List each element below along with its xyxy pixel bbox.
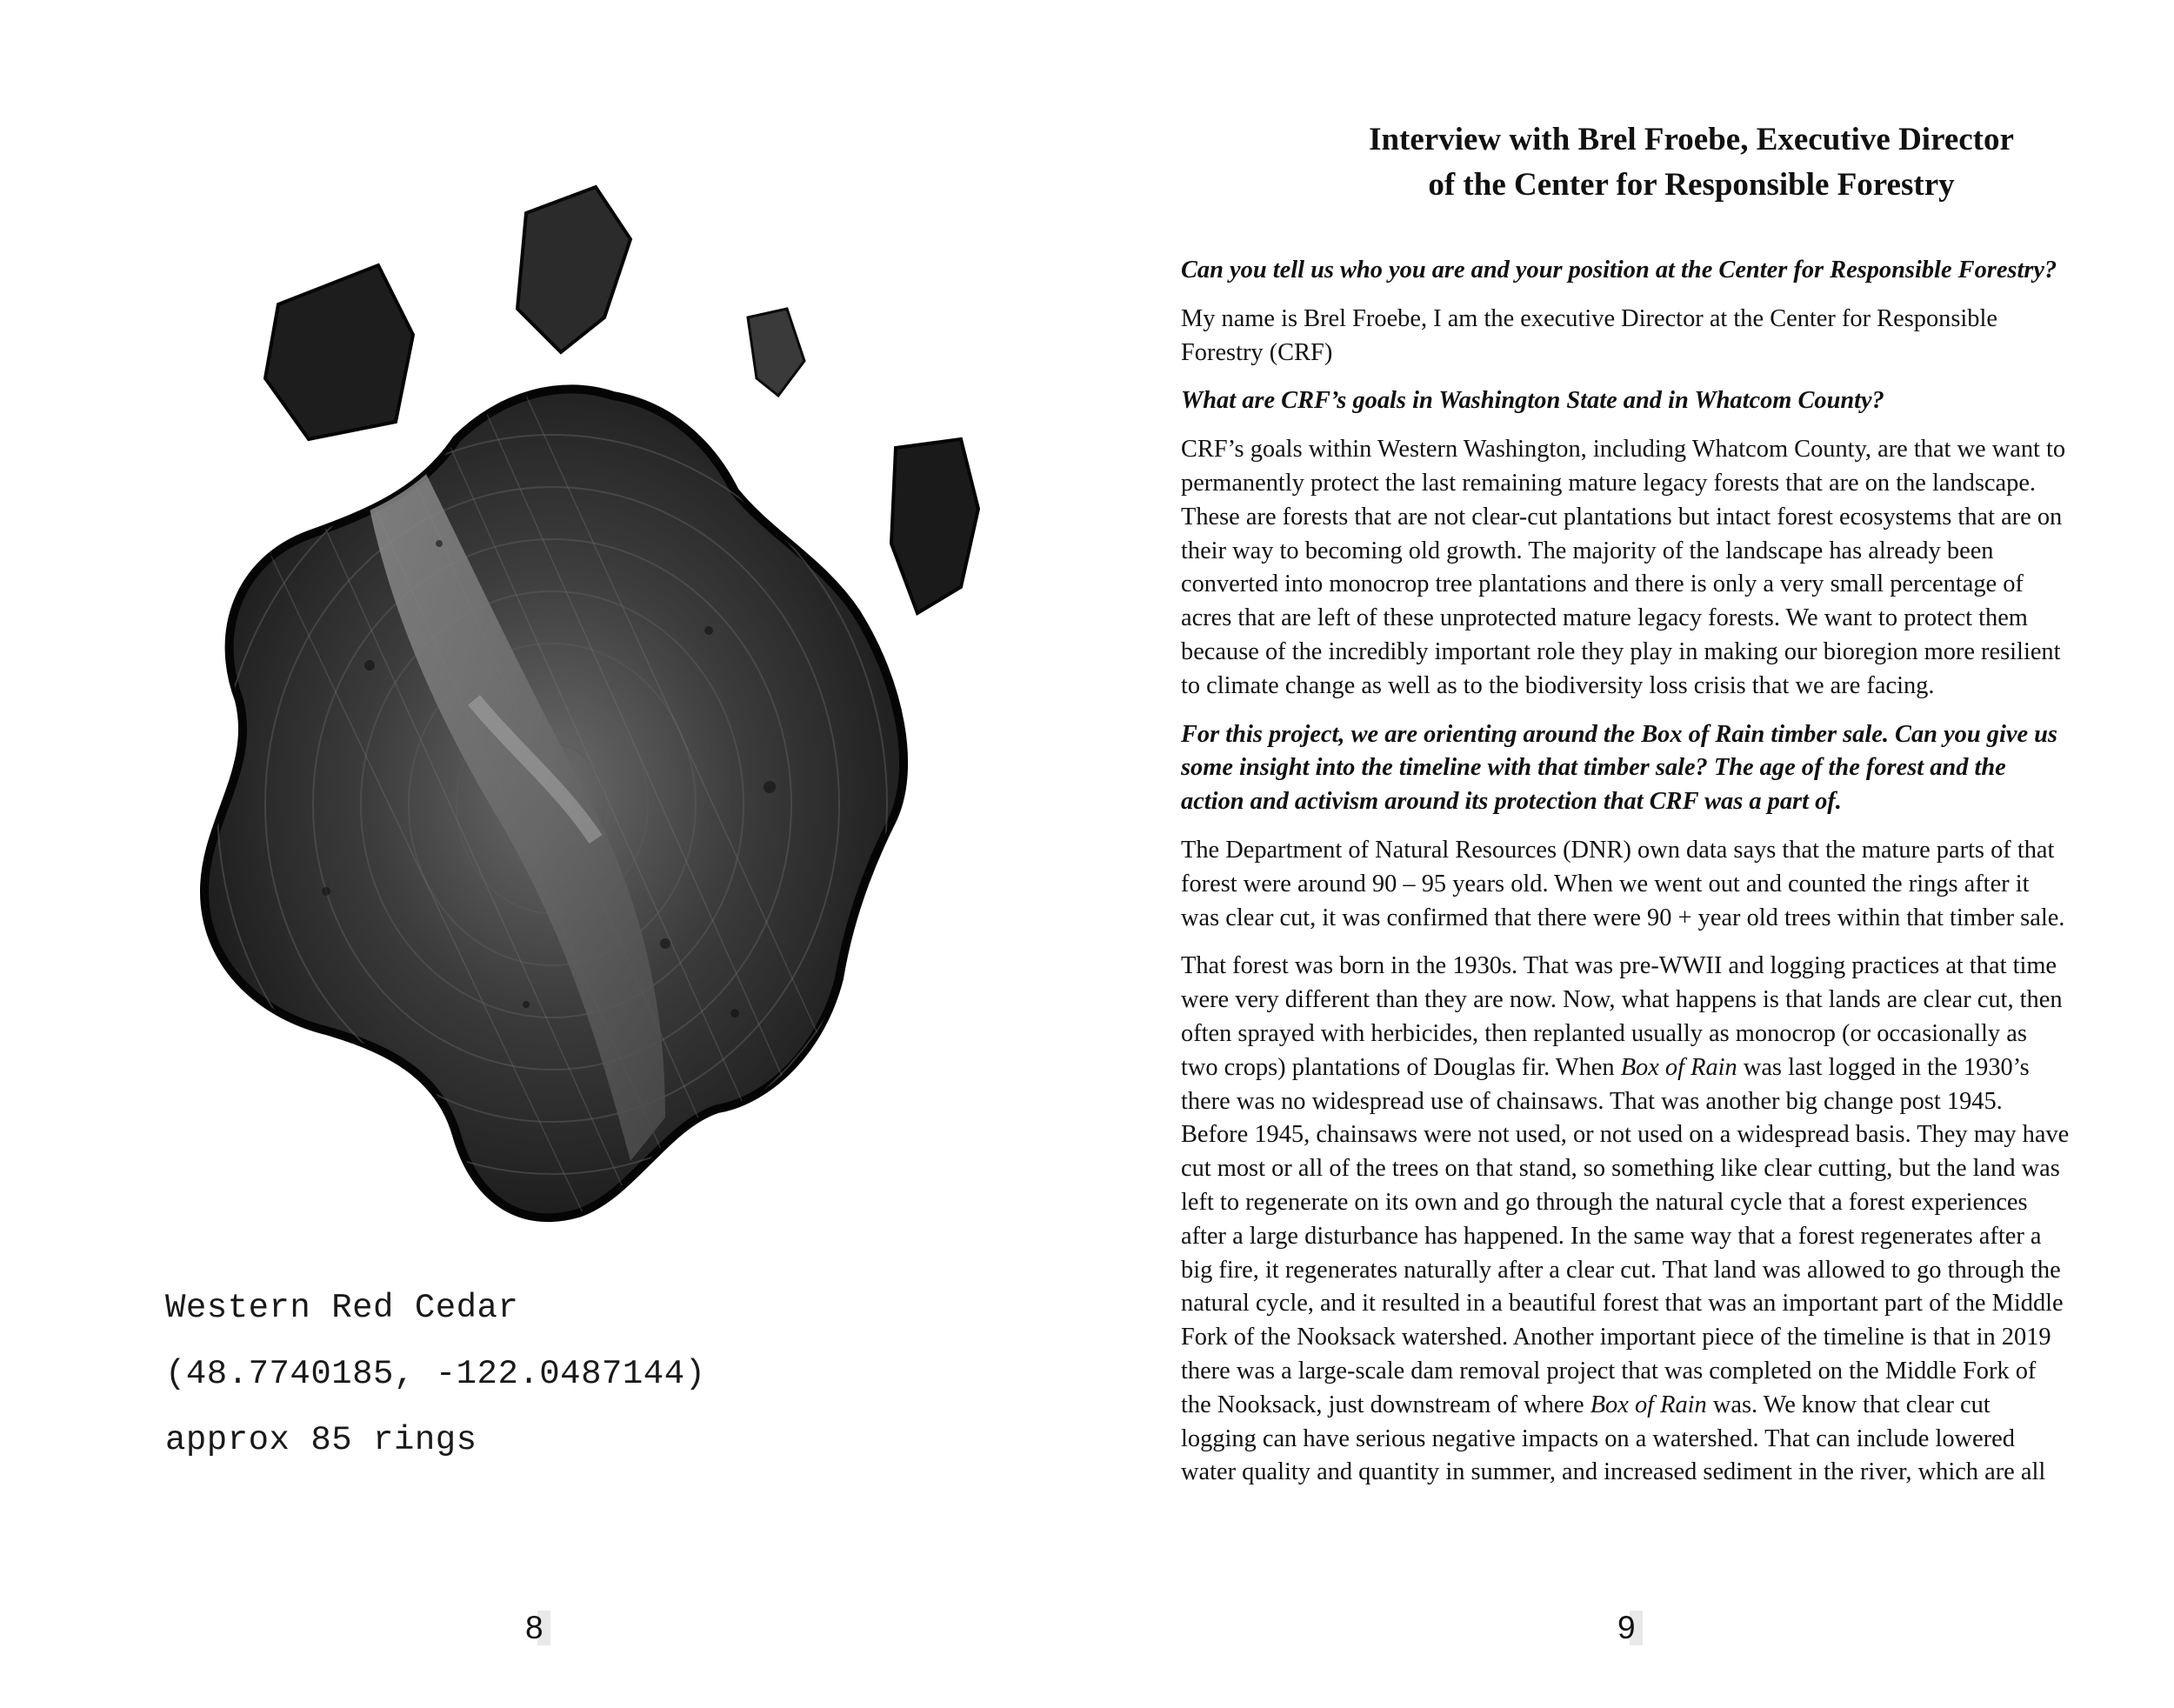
text-line: their way to becoming old growth. The majority of the landscape has already been <box>1181 537 1994 564</box>
right-page <box>1087 0 2174 1708</box>
stump-illustration <box>109 178 996 1283</box>
text-line: two crops) plantations of Douglas fir. When Box of Rain was last logged in the 1930’s <box>1181 1053 2030 1081</box>
text-line: was clear cut, it was confirmed that there were 90 + year old trees within that timber sale. <box>1181 904 2065 931</box>
interview-answer <box>1181 950 2113 1490</box>
text-line: My name is Brel Froebe, I am the executive Director at the Center for Responsible <box>1181 304 1997 332</box>
caption-ring-count: approx 85 rings <box>165 1421 477 1459</box>
text-line: What are CRF’s goals in Washington State and in Whatcom County? <box>1181 387 1884 415</box>
text-line: big fire, it regenerates naturally after a clear cut. That land was allowed to go through the <box>1181 1256 2061 1284</box>
title-line: Interview with Brel Froebe, Executive Director <box>1369 121 2014 157</box>
text-line: logging can have serious negative impacts on a watershed. That can include lowered <box>1181 1424 2015 1452</box>
interview-body <box>1181 254 2113 1505</box>
text-line: the Nooksack, just downstream of where Box of Rain was. We know that clear cut <box>1181 1391 1991 1418</box>
text-line: The Department of Natural Resources (DNR) own data says that the mature parts of that <box>1181 836 2055 864</box>
text-line: For this project, we are orienting around the Box of Rain timber sale. Can you give us <box>1181 720 2057 748</box>
page-number: 9 <box>1614 1611 1643 1645</box>
interview-title <box>1200 117 2174 208</box>
page-number: 8 <box>522 1611 550 1645</box>
interview-answer <box>1181 433 2113 703</box>
caption-species: Western Red Cedar <box>165 1289 519 1327</box>
italic-title-reference: Box of Rain <box>1590 1391 1707 1418</box>
text-line: to climate change as well as to the biodiversity loss crisis that we are facing. <box>1181 671 1935 699</box>
text-line: These are forests that are not clear-cut plantations but intact forest ecosystems that are on <box>1181 503 2063 530</box>
text-line: action and activism around its protection that CRF was a part of. <box>1181 788 1842 816</box>
interview-answer <box>1181 303 2113 370</box>
interview-answer <box>1181 834 2113 935</box>
text-line: often sprayed with herbicides, then replanted usually as monocrop (or occasionally as <box>1181 1019 2027 1047</box>
interview-question <box>1181 254 2113 288</box>
text-line: CRF’s goals within Western Washington, including Whatcom County, are that we want to <box>1181 436 2066 464</box>
interview-question <box>1181 384 2113 418</box>
italic-title-reference: Box of Rain <box>1620 1053 1737 1081</box>
text-line: Forestry (CRF) <box>1181 338 1333 366</box>
text-line: there was no widespread use of chainsaws. That was another big change post 1945. <box>1181 1087 2003 1115</box>
text-line: there was a large-scale dam removal project that was completed on the Middle Fork of <box>1181 1357 2037 1384</box>
text-line: water quality and quantity in summer, and increased sediment in the river, which are all <box>1181 1458 2046 1486</box>
caption-coordinates: (48.7740185, -122.0487144) <box>165 1355 706 1393</box>
interview-question <box>1181 718 2113 819</box>
text-line: Fork of the Nooksack watershed. Another important piece of the timeline is that in 2019 <box>1181 1324 2051 1351</box>
text-line: some insight into the timeline with that timber sale? The age of the forest and the <box>1181 754 2006 782</box>
text-line: Can you tell us who you are and your position at the Center for Responsible Forestry? <box>1181 257 2057 284</box>
text-line: because of the incredibly important role they play in making our bioregion more resilient <box>1181 637 2061 665</box>
title-line: of the Center for Responsible Forestry <box>1428 166 1955 203</box>
text-line: were very different than they are now. Now, what happens is that lands are clear cut, then <box>1181 986 2063 1014</box>
text-line: That forest was born in the 1930s. That was pre-WWII and logging practices at that time <box>1181 952 2057 980</box>
text-line: converted into monocrop tree plantations and there is only a very small percentage of <box>1181 570 2024 598</box>
text-line: forest were around 90 – 95 years old. When we went out and counted the rings after it <box>1181 870 2030 897</box>
text-line: left to regenerate on its own and go through the natural cycle that a forest experiences <box>1181 1188 2028 1216</box>
text-line: acres that are left of these unprotected mature legacy forests. We want to protect them <box>1181 604 2028 632</box>
tree-stump-photo <box>109 178 996 1283</box>
photo-caption <box>165 1291 706 1490</box>
text-line: natural cycle, and it resulted in a beautiful forest that was an important part of the Middle <box>1181 1290 2064 1318</box>
text-line: after a large disturbance has happened. In the same way that a forest regenerates after a <box>1181 1222 2042 1250</box>
text-line: permanently protect the last remaining mature legacy forests that are on the landscape. <box>1181 469 2037 497</box>
text-line: Before 1945, chainsaws were not used, or not used on a widespread basis. They may have <box>1181 1121 2070 1149</box>
text-line: cut most or all of the trees on that stand, so something like clear cutting, but the land was <box>1181 1155 2060 1183</box>
